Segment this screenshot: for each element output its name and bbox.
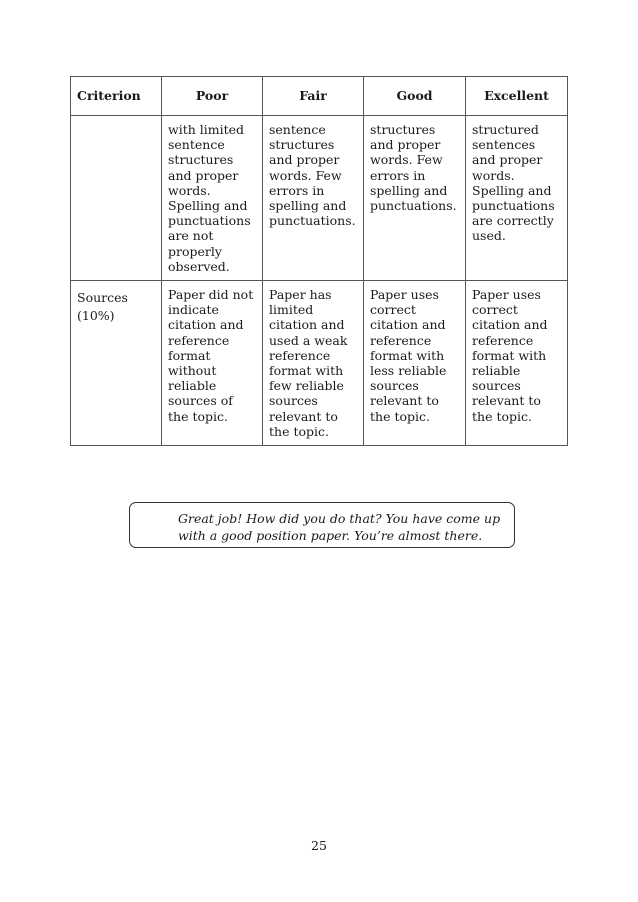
criterion-cell: Sources (10%) (71, 281, 162, 446)
good-cell: Paper uses correct citation and reference format with less reliable sources relevant to the topic. (364, 281, 466, 446)
criterion-cell (71, 116, 162, 281)
rubric-table (70, 76, 568, 446)
good-cell: structures and proper words. Few errors in spelling and punctuations. (364, 116, 466, 281)
poor-cell: with limited sentence structures and proper words. Spelling and punctuations are not properly observed. (162, 116, 263, 281)
page-number: 25 (311, 838, 327, 853)
fair-cell: Paper has limited citation and used a weak reference format with few reliable sources relevant to the topic. (263, 281, 364, 446)
excellent-cell: Paper uses correct citation and reference format with reliable sources relevant to the topic. (466, 281, 568, 446)
header-poor: Poor (162, 77, 263, 116)
rubric-header-row (71, 77, 568, 116)
table-row (71, 116, 568, 281)
header-excellent: Excellent (466, 77, 568, 116)
table-row (71, 281, 568, 446)
fair-cell: sentence structures and proper words. Few errors in spelling and punctuations. (263, 116, 364, 281)
feedback-note-box (129, 502, 515, 548)
poor-cell: Paper did not indicate citation and reference format without reliable sources of the topic. (162, 281, 263, 446)
header-criterion: Criterion (71, 77, 162, 116)
header-good: Good (364, 77, 466, 116)
feedback-note-text: Great job! How did you do that? You have come up with a good position paper. You’re almost there. (178, 511, 501, 543)
header-fair: Fair (263, 77, 364, 116)
excellent-cell: structured sentences and proper words. Spelling and punctuations are correctly used. (466, 116, 568, 281)
